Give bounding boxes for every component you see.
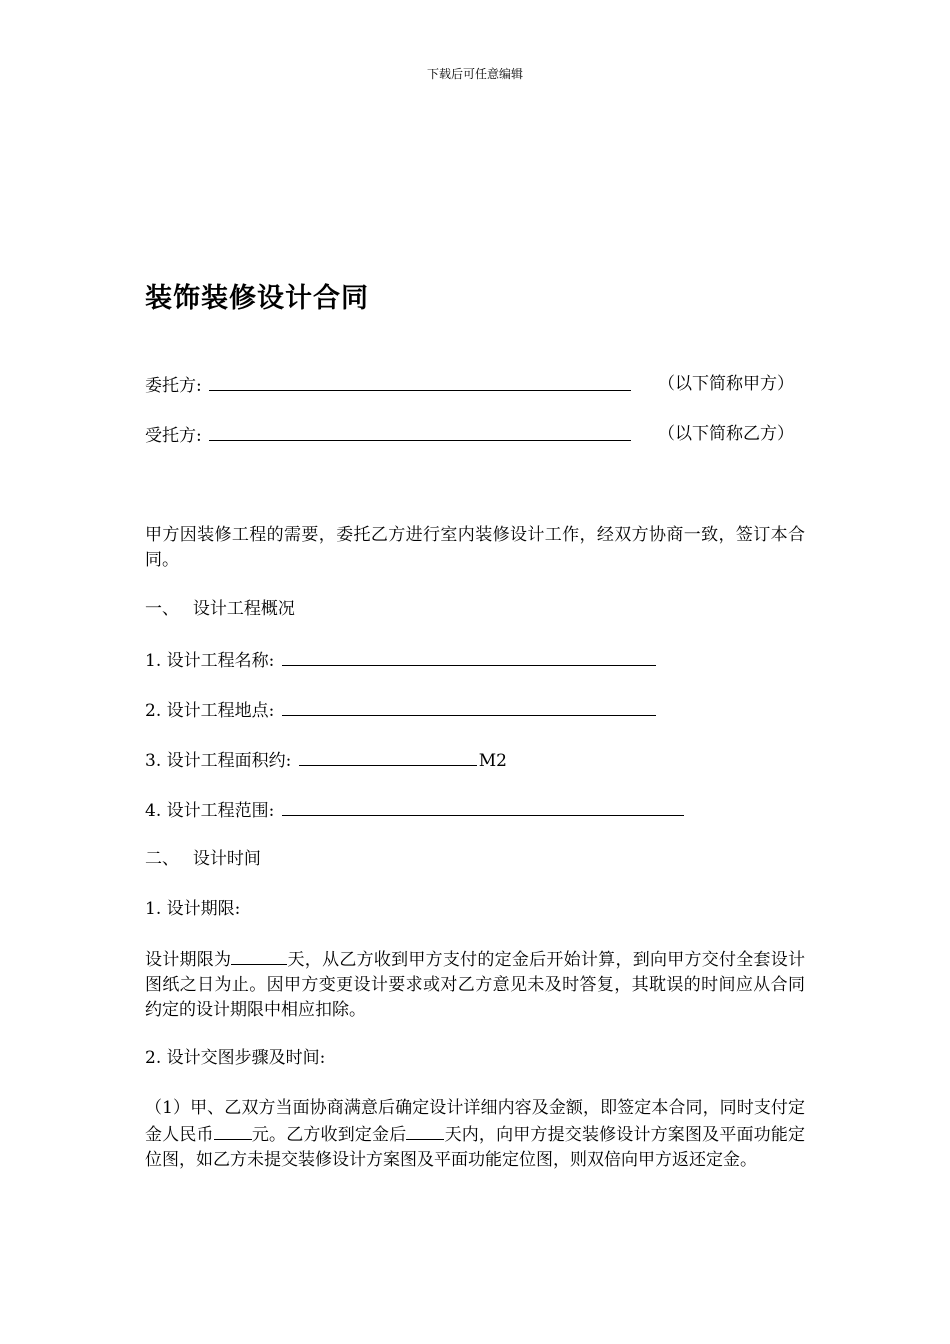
delivery-step1-text-3: 天内，向甲方提交装修设计方案图及平面功能定位图，如乙方未提交装修设计方案图及平面功能定位图，则双倍向甲方返还定金。 xyxy=(145,1125,806,1170)
design-period-text-2: 天，从乙方收到甲方支付的定金后开始计算，到向甲方交付全套设计图纸之日为止。因甲方变更设计要求或对乙方意见未及时答复，其耽误的时间应从合同约定的设计期限中相应扣除。 xyxy=(145,950,806,1020)
project-scope-label: 4. 设计工程范围: xyxy=(145,801,275,821)
project-area-label: 3. 设计工程面积约: xyxy=(145,751,292,771)
party-contractor-row xyxy=(145,422,633,449)
header-note: 下载后可任意编辑 xyxy=(426,67,523,81)
party-contractor-blank[interactable] xyxy=(209,422,631,441)
design-period-paragraph xyxy=(145,946,805,1023)
project-name-blank[interactable] xyxy=(282,647,656,666)
project-name-label: 1. 设计工程名称: xyxy=(145,651,275,671)
document-title: 装饰装修设计合同 xyxy=(145,283,369,314)
party-contractor-label: 受托方: xyxy=(145,426,202,446)
delivery-step1-paragraph xyxy=(145,1096,805,1173)
section1-heading: 一、 设计工程概况 xyxy=(145,599,295,619)
section2-heading: 二、 设计时间 xyxy=(145,849,261,869)
project-scope-row xyxy=(145,797,686,824)
design-period-days-blank[interactable] xyxy=(231,946,287,965)
design-period-text-1: 设计期限为 xyxy=(145,950,232,970)
delivery-steps-subheading: 2. 设计交图步骤及时间: xyxy=(145,1048,326,1068)
project-location-blank[interactable] xyxy=(282,697,656,716)
deposit-amount-blank[interactable] xyxy=(214,1121,252,1140)
delivery-days-blank[interactable] xyxy=(406,1121,444,1140)
delivery-step1-text-1: （1）甲、乙双方当面协商满意后确定设计详细内容及金额，即签定本合同，同时支付定金人民币 xyxy=(145,1098,805,1145)
design-period-subheading: 1. 设计期限: xyxy=(145,899,241,919)
project-area-unit: M2 xyxy=(478,751,507,771)
project-location-row xyxy=(145,697,658,724)
project-area-row xyxy=(145,747,507,774)
party-contractor-suffix: （以下简称乙方） xyxy=(658,424,794,444)
delivery-step1-text-2: 元。乙方收到定金后 xyxy=(251,1125,407,1145)
party-client-blank[interactable] xyxy=(209,372,631,391)
party-client-row xyxy=(145,372,633,399)
party-client-suffix: （以下简称甲方） xyxy=(658,374,794,394)
project-scope-blank[interactable] xyxy=(282,797,684,816)
project-name-row xyxy=(145,647,658,674)
project-area-blank[interactable] xyxy=(299,747,477,766)
intro-paragraph: 甲方因装修工程的需要，委托乙方进行室内装修设计工作，经双方协商一致，签订本合同。 xyxy=(145,525,805,570)
party-client-label: 委托方: xyxy=(145,376,202,396)
project-location-label: 2. 设计工程地点: xyxy=(145,701,275,721)
